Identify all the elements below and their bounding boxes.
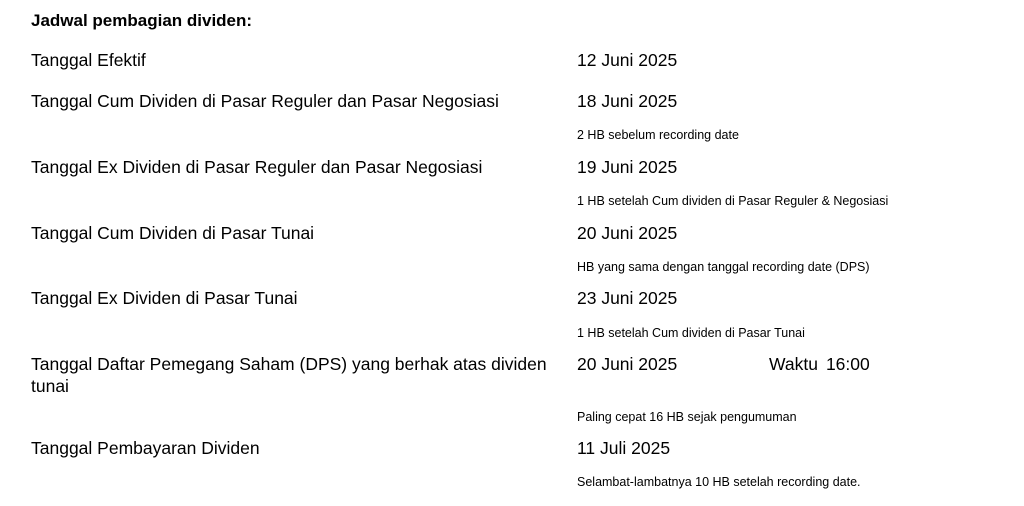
row-effective-date-label: Tanggal Efektif <box>31 50 146 70</box>
row-dps-value: 20 Juni 2025 <box>577 354 678 374</box>
row-ex-regular-note: 1 HB setelah Cum dividen di Pasar Reguler & Negosiasi <box>577 194 889 208</box>
row-effective-date-value: 12 Juni 2025 <box>577 50 678 70</box>
row-ex-cash-value: 23 Juni 2025 <box>577 288 678 308</box>
row-payment-note: Selambat-lambatnya 10 HB setelah recording date. <box>577 475 861 489</box>
row-ex-cash-label: Tanggal Ex Dividen di Pasar Tunai <box>31 288 298 308</box>
row-payment-value: 11 Juli 2025 <box>577 438 671 458</box>
row-cum-regular-label: Tanggal Cum Dividen di Pasar Reguler dan Pasar Negosiasi <box>31 91 499 111</box>
row-dps-label: Tanggal Daftar Pemegang Saham (DPS) yang berhak atas dividen tunai <box>31 354 547 396</box>
row-cum-cash-label: Tanggal Cum Dividen di Pasar Tunai <box>31 223 315 243</box>
row-dps-note: Paling cepat 16 HB sejak pengumuman <box>577 410 797 424</box>
row-ex-cash-note: 1 HB setelah Cum dividen di Pasar Tunai <box>577 326 805 340</box>
row-cum-regular-note: 2 HB sebelum recording date <box>577 128 739 142</box>
schedule-heading: Jadwal pembagian dividen: <box>31 11 253 30</box>
row-ex-regular-value: 19 Juni 2025 <box>577 157 678 177</box>
row-cum-cash-value: 20 Juni 2025 <box>577 223 678 243</box>
row-dps-time-value: 16:00 <box>825 354 870 374</box>
row-cum-regular-value: 18 Juni 2025 <box>577 91 678 111</box>
row-cum-cash-note: HB yang sama dengan tanggal recording date (DPS) <box>577 260 870 274</box>
row-dps-time <box>769 353 870 375</box>
row-ex-regular-label: Tanggal Ex Dividen di Pasar Reguler dan Pasar Negosiasi <box>31 157 483 177</box>
row-dps-time-label: Waktu <box>769 354 818 374</box>
row-payment-label: Tanggal Pembayaran Dividen <box>31 438 260 458</box>
